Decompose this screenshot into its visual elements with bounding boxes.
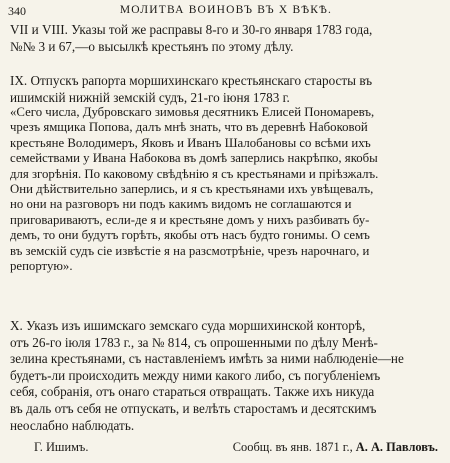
footer-credit xyxy=(233,440,438,455)
running-title: МОЛИТВА ВОИНОВЪ ВЪ X ВѢКѢ. xyxy=(119,4,333,16)
paragraph-report-quote: «Сего числа, Дубровскаго зимовья десятникъ Елисей Пономаревъ, чрезъ ямщика Попова, далъ мнѣ знать, что въ деревнѣ Набоковой крестьяне Володимеръ, Яковъ и Иванъ Шалобановы со всѣми ихъ семействами у Ивана Набокова въ домѣ заперлись накрѣпко, якобы для згорѣнія. По каковому свѣдѣнію я съ крестьянами и пріѣзжалъ. Они дѣйствительно заперлись, и я съ крестьянами ихъ увѣщевалъ, но они на разговоръ ни подъ какимъ видомъ не соглашаются и приговариваютъ, если-де я и крестьяне домъ у нихъ разбивать бу- демъ, то они будутъ горѣть, якобы отъ насъ будто гонимы. О семъ въ земскій судъ сіе извѣстіе я на разсмотрѣніе, чрезъ нарочнаго, и репортую». xyxy=(10,105,379,274)
footer-author: А. А. Павловъ. xyxy=(355,440,438,454)
page-header xyxy=(8,4,444,22)
paragraph-decree-x: X. Указъ изъ ишимскаго земскаго суда моршихинской конторѣ, отъ 26-го іюля 1783 г., за № 814, съ опрошенными по дѣлу Менѣ- зелина крестьянами, съ наставленіемъ имѣть за ними наблюденіе—не будетъ-ли происходить между ними какого либо, съ погубленіемъ себя, собранія, отъ онаго стараться отвращать. Также ихъ никуда въ даль отъ себя не отпускать, и велѣть старостамъ и десятскимъ неослабно наблюдать. xyxy=(10,318,404,433)
paragraph-decrees-vii-viii: VII и VIII. Указы той же расправы 8-го и 30-го января 1783 года, №№ 3 и 67,—о высылкѣ крестьянъ по этому дѣлу. xyxy=(10,22,373,54)
page-number: 340 xyxy=(8,4,26,18)
paragraph-report-ix: IX. Отпускъ рапорта моршихинскаго крестьянскаго старосты въ ишимскій нижній земскій судъ, 21-го іюня 1783 г. xyxy=(10,73,373,105)
footer-credit-prefix: Сообщ. въ янв. 1871 г., xyxy=(232,440,353,454)
footer-place: Г. Ишимъ. xyxy=(34,440,89,454)
page-footer xyxy=(10,440,440,458)
